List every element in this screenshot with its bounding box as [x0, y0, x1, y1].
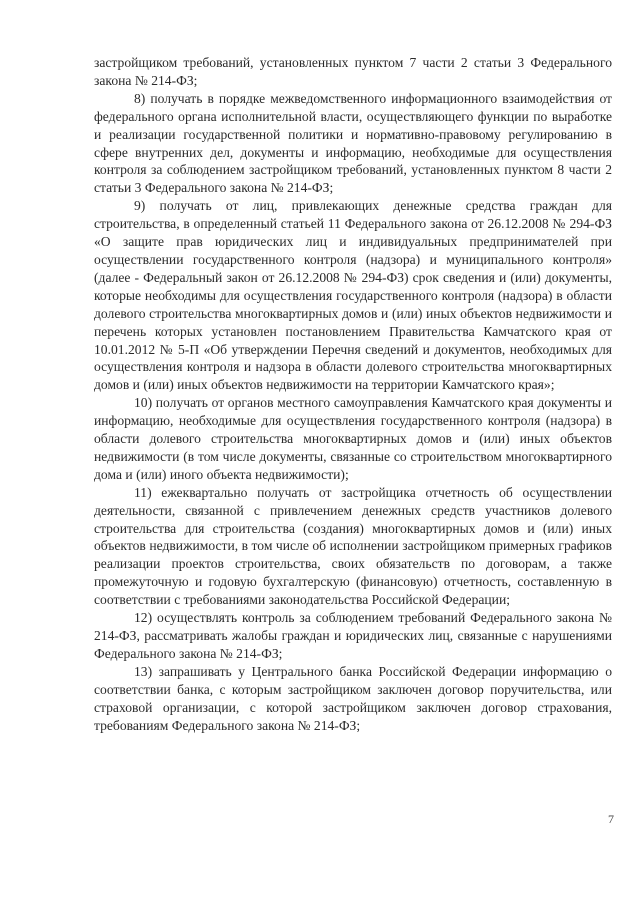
paragraph-item-13: 13) запрашивать у Центрального банка Российской Федерации информацию о соответствии банка, с которым застройщиком заключен договор поручительства, или страховой организации, с которой застройщиком заключен договор страхования, требованиям Федерального закона № 214-ФЗ;: [94, 663, 612, 733]
paragraph-item-10: 10) получать от органов местного самоуправления Камчатского края документы и информацию, необходимые для осуществления государственного контроля (надзора) в области долевого строительства многоквартирных домов и (или) иных объектов недвижимости (в том числе документы, связанные со строительством многоквартирного дома и (или) иного объекта недвижимости);: [94, 395, 612, 482]
paragraph-continuation: застройщиком требований, установленных пунктом 7 части 2 статьи 3 Федерального закона № 214-ФЗ;: [94, 55, 612, 88]
paragraph-item-8: 8) получать в порядке межведомственного информационного взаимодействия от федерального органа исполнительной власти, осуществляющего функции по выработке и реализации государственной политики и нормативно-правовому регулированию в сфере внутренних дел, документы и информацию, необходимые для осуществления контроля за соблюдением застройщиком требований, установленных пунктом 8 части 2 статьи 3 Федерального закона № 214-ФЗ;: [94, 90, 612, 196]
page-number: 7: [608, 812, 614, 826]
paragraph-item-12: 12) осуществлять контроль за соблюдением требований Федерального закона № 214-ФЗ, рассматривать жалобы граждан и юридических лиц, связанные с нарушениями Федерального закона № 214-ФЗ;: [94, 610, 612, 661]
document-body: [94, 54, 612, 734]
paragraph-item-11: 11) ежеквартально получать от застройщика отчетность об осуществлении деятельности, связанной с привлечением денежных средств участников долевого строительства для строительства (создания) многоквартирных домов и (или) иных объектов недвижимости, в том числе об исполнении застройщиком примерных графиков реализации проектов строительства, своих обязательств по договорам, а также промежуточную и годовую бухгалтерскую (финансовую) отчетность, составленную в соответствии с требованиями законодательства Российской Федерации;: [94, 484, 612, 608]
paragraph-item-9: 9) получать от лиц, привлекающих денежные средства граждан для строительства, в определенный статьей 11 Федерального закона от 26.12.2008 № 294-ФЗ «О защите прав юридических лиц и индивидуальных предпринимателей при осуществлении государственного контроля (надзора) и муниципального контроля» (далее - Федеральный закон от 26.12.2008 № 294-ФЗ) срок сведения и (или) документы, которые необходимы для осуществления государственного контроля (надзора) в области долевого строительства многоквартирных домов и (или) иных объектов недвижимости и перечень которых установлен постановлением Правительства Камчатского края от 10.01.2012 № 5-П «Об утверждении Перечня сведений и документов, необходимых для осуществления контроля и надзора в области долевого строительства многоквартирных домов и (или) иных объектов недвижимости на территории Камчатского края»;: [94, 198, 612, 393]
